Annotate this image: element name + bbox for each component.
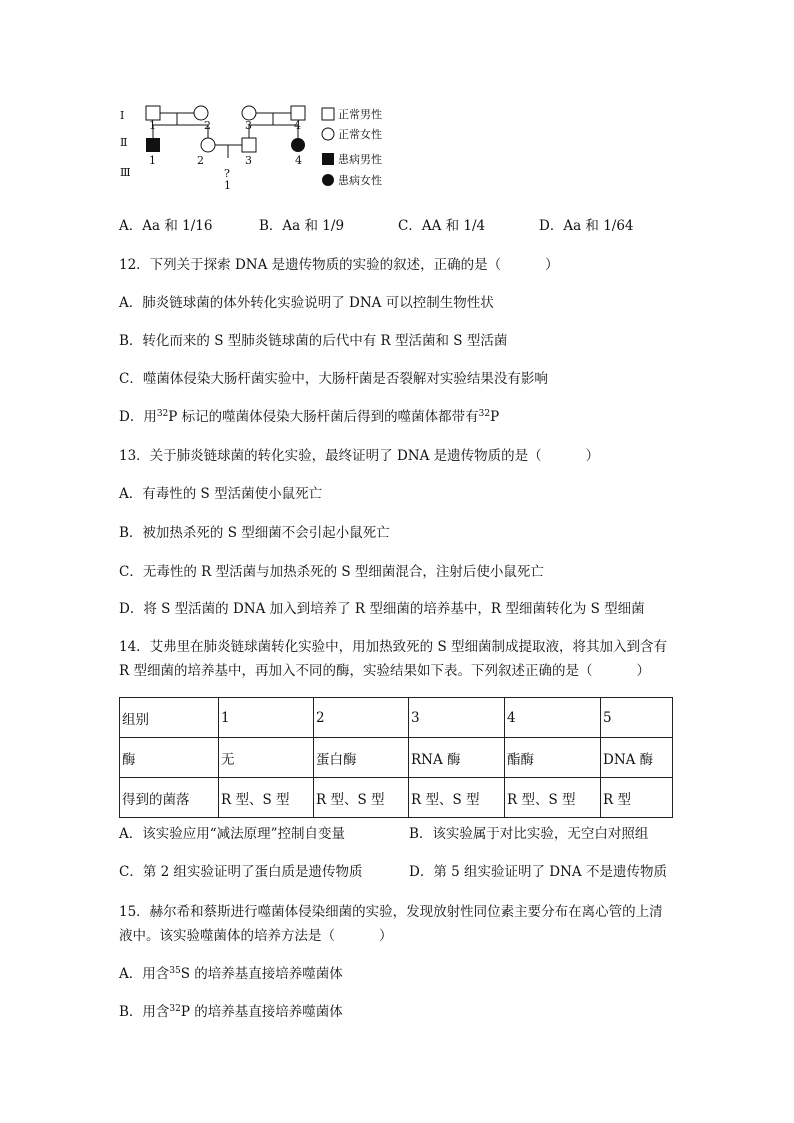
- legend-label: 正常男性: [338, 108, 382, 121]
- normal-male-symbol: [146, 106, 160, 120]
- q13-option-a: A．有毒性的 S 型活菌使小鼠死亡: [119, 486, 323, 502]
- normal-female-symbol: [194, 106, 208, 120]
- q12-option-b: B．转化而来的 S 型肺炎链球菌的后代中有 R 型活菌和 S 型活菌: [119, 333, 508, 349]
- q12-option-a: A．肺炎链球菌的体外转化实验说明了 DNA 可以控制生物性状: [119, 295, 494, 311]
- table-cell: 组别: [120, 698, 219, 738]
- ped-num: 3: [245, 119, 252, 132]
- option-a: A．Aa 和 1/16: [119, 218, 213, 234]
- generation-label-1: I: [120, 109, 125, 122]
- question-12-stem: 12．下列关于探索 DNA 是遗传物质的实验的叙述，正确的是（ ）: [119, 257, 559, 273]
- pedigree-chart: [112, 98, 402, 193]
- ped-num: 4: [294, 119, 301, 132]
- normal-female-symbol: [201, 138, 215, 152]
- q13-option-d: D．将 S 型活菌的 DNA 加入到培养了 R 型细菌的培养基中，R 型细菌转化为 S 型细菌: [119, 601, 645, 617]
- q13-option-c: C．无毒性的 R 型活菌与加热杀死的 S 型细菌混合，注射后使小鼠死亡: [119, 564, 544, 580]
- option-c: C．AA 和 1/4: [398, 218, 486, 234]
- legend-label: 正常女性: [338, 128, 382, 141]
- table-row: [120, 738, 673, 778]
- q13-option-b: B．被加热杀死的 S 型细菌不会引起小鼠死亡: [119, 525, 390, 541]
- question-15-stem-line1: 15．赫尔希和蔡斯进行噬菌体侵染细菌的实验，发现放射性同位素主要分布在离心管的上清: [119, 904, 663, 920]
- ped-num: 2: [204, 119, 211, 132]
- question-14-stem-line1: 14．艾弗里在肺炎链球菌转化实验中，用加热致死的 S 型细菌制成提取液，将其加入到含有: [119, 639, 668, 655]
- option-d: D．Aa 和 1/64: [539, 218, 634, 234]
- table-cell: R 型、S 型: [314, 778, 409, 818]
- legend-affected-male-icon: [322, 153, 334, 165]
- table-cell: 得到的菌落: [120, 778, 219, 818]
- ped-num: 4: [295, 154, 302, 167]
- table-cell: 酯酶: [505, 738, 601, 778]
- table-cell: 1: [219, 698, 314, 738]
- generation-label-2: Ⅱ: [120, 136, 128, 149]
- generation-label-3: Ⅲ: [120, 166, 131, 179]
- q12-option-c: C．噬菌体侵染大肠杆菌实验中，大肠杆菌是否裂解对实验结果没有影响: [119, 371, 548, 387]
- ped-num: 3: [245, 154, 252, 167]
- table-row: [120, 698, 673, 738]
- table-cell: R 型: [601, 778, 673, 818]
- question-14-stem-line2: R 型细菌的培养基中，再加入不同的酶，实验结果如下表。下列叙述正确的是（ ）: [119, 663, 650, 679]
- option-b: B．该实验属于对比实验，无空白对照组: [409, 826, 649, 842]
- table-cell: RNA 酶: [409, 738, 505, 778]
- legend-label: 患病男性: [338, 153, 382, 166]
- table-cell: 3: [409, 698, 505, 738]
- normal-female-symbol: [242, 106, 256, 120]
- ped-num: 1: [149, 154, 156, 167]
- table-cell: 酶: [120, 738, 219, 778]
- table-cell: R 型、S 型: [219, 778, 314, 818]
- table-cell: DNA 酶: [601, 738, 673, 778]
- table-cell: 无: [219, 738, 314, 778]
- table-cell: 2: [314, 698, 409, 738]
- q15-option-b: B．用含$^{32}$P 的培养基直接培养噬菌体: [119, 1004, 343, 1020]
- question-15-stem-line2: 液中。该实验噬菌体的培养方法是（ ）: [119, 928, 393, 944]
- q12-option-d: D．用$^{32}$P 标记的噬菌体侵染大肠杆菌后得到的噬菌体都带有$^{32}$P: [119, 409, 500, 425]
- option-d: D．第 5 组实验证明了 DNA 不是遗传物质: [409, 864, 667, 880]
- table-cell: R 型、S 型: [505, 778, 601, 818]
- table-row: [120, 778, 673, 818]
- experiment-table: [119, 697, 673, 818]
- table-cell: R 型、S 型: [409, 778, 505, 818]
- table-cell: 5: [601, 698, 673, 738]
- normal-male-symbol: [242, 138, 256, 152]
- ped-num: 1: [149, 119, 156, 132]
- legend-normal-female-icon: [322, 128, 334, 140]
- ped-question-mark: ?: [224, 167, 230, 180]
- table-cell: 4: [505, 698, 601, 738]
- legend-label: 患病女性: [338, 174, 382, 187]
- option-c: C．第 2 组实验证明了蛋白质是遗传物质: [119, 864, 363, 880]
- affected-female-symbol: [291, 138, 305, 152]
- legend-affected-female-icon: [322, 174, 334, 186]
- option-b: B．Aa 和 1/9: [259, 218, 345, 234]
- legend-normal-male-icon: [322, 108, 334, 120]
- normal-male-symbol: [291, 106, 305, 120]
- question-13-stem: 13．关于肺炎链球菌的转化实验，最终证明了 DNA 是遗传物质的是（ ）: [119, 448, 600, 464]
- ped-num: 1: [224, 179, 231, 192]
- affected-male-symbol: [146, 138, 160, 152]
- q15-option-a: A．用含$^{35}$S 的培养基直接培养噬菌体: [119, 966, 343, 982]
- table-cell: 蛋白酶: [314, 738, 409, 778]
- option-a: A．该实验应用“减法原理”控制自变量: [119, 826, 346, 842]
- ped-num: 2: [197, 154, 204, 167]
